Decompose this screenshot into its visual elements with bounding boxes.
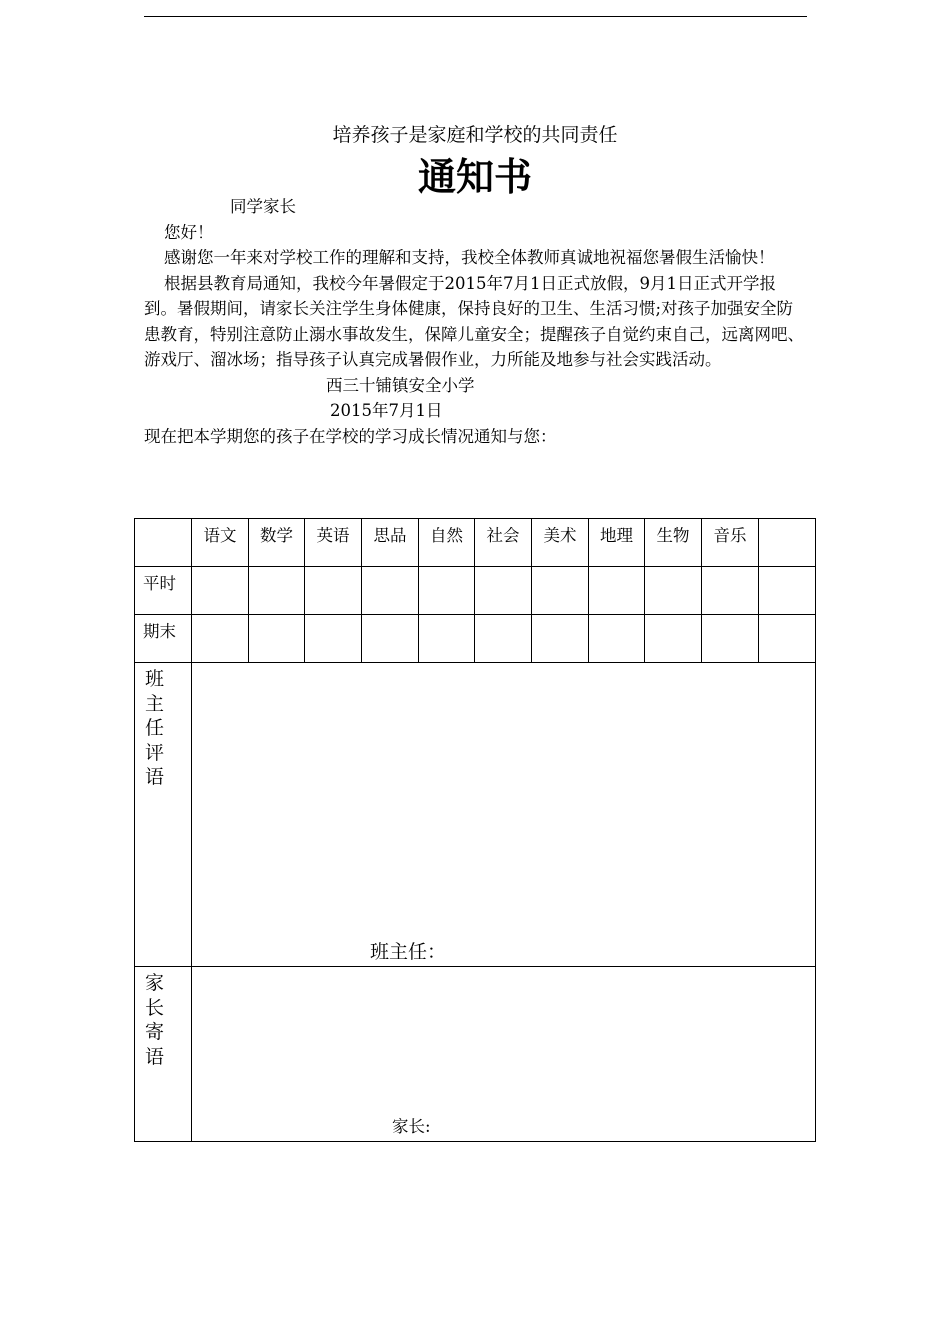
grade-cell[interactable] <box>702 567 759 615</box>
teacher-comment-row <box>135 663 816 967</box>
subject-header: 语文 <box>192 519 249 567</box>
header-rule <box>144 16 807 17</box>
paragraph-thanks: 感谢您一年来对学校工作的理解和支持，我校全体教师真诚地祝福您暑假生活愉快！ <box>164 248 775 267</box>
grade-cell[interactable] <box>249 615 305 663</box>
grade-cell[interactable] <box>419 615 475 663</box>
teacher-signature-label: 班主任： <box>370 941 447 963</box>
grade-cell[interactable] <box>532 567 589 615</box>
subject-header: 社会 <box>475 519 532 567</box>
grade-cell[interactable] <box>645 567 702 615</box>
report-intro: 现在把本学期您的孩子在学校的学习成长情况通知与您： <box>144 426 557 446</box>
parent-message-row <box>135 967 816 1142</box>
row-label-final: 期末 <box>135 615 192 663</box>
grade-cell[interactable] <box>362 567 419 615</box>
empty-header <box>759 519 816 567</box>
grade-cell[interactable] <box>305 567 362 615</box>
subject-header: 英语 <box>305 519 362 567</box>
teacher-comment-area[interactable] <box>192 663 816 967</box>
grade-cell[interactable] <box>759 615 816 663</box>
parent-message-area[interactable] <box>192 967 816 1142</box>
school-name: 西三十铺镇安全小学 <box>326 375 475 395</box>
document-subtitle: 培养孩子是家庭和学校的共同责任 <box>332 124 618 146</box>
grade-cell[interactable] <box>475 615 532 663</box>
grade-cell[interactable] <box>532 615 589 663</box>
table-row <box>135 567 816 615</box>
grade-cell[interactable] <box>702 615 759 663</box>
grade-cell[interactable] <box>419 567 475 615</box>
grade-cell[interactable] <box>589 615 645 663</box>
parent-message-label: 家长寄语 <box>135 967 192 1142</box>
grade-cell[interactable] <box>192 615 249 663</box>
addressee: 同学家长 <box>230 197 296 216</box>
parent-signature-label: 家长: <box>392 1117 431 1136</box>
grade-cell[interactable] <box>589 567 645 615</box>
grade-cell[interactable] <box>249 567 305 615</box>
grade-cell[interactable] <box>645 615 702 663</box>
letter-date: 2015年7月1日 <box>330 401 443 420</box>
salutation: 您好！ <box>164 222 214 242</box>
teacher-comment-label: 班主任评语 <box>135 663 192 967</box>
subject-header: 思品 <box>362 519 419 567</box>
corner-cell <box>135 519 192 567</box>
grade-cell[interactable] <box>475 567 532 615</box>
row-label-daily: 平时 <box>135 567 192 615</box>
grade-cell[interactable] <box>305 615 362 663</box>
table-row <box>135 615 816 663</box>
subject-header-row <box>135 519 816 567</box>
letter-body <box>144 194 807 449</box>
subject-header: 美术 <box>532 519 589 567</box>
grade-cell[interactable] <box>362 615 419 663</box>
subject-header: 音乐 <box>702 519 759 567</box>
grade-cell[interactable] <box>192 567 249 615</box>
subject-header: 地理 <box>589 519 645 567</box>
paragraph-notice: 根据县教育局通知，我校今年暑假定于2015年7月1日正式放假，9月1日正式开学报到。暑假期间，请家长关注学生身体健康，保持良好的卫生、生活习惯;对孩子加强安全防患教育，特别注意防止溺水事故发生，保障儿童安全；提醒孩子自觉约束自己，远离网吧、游戏厅、溜冰场；指导孩子认真完成暑假作业，力所能及地参与社会实践活动。 <box>144 273 804 369</box>
document-title: 通知书 <box>417 155 532 199</box>
grade-table <box>134 518 816 1142</box>
grade-cell[interactable] <box>759 567 816 615</box>
subject-header: 数学 <box>249 519 305 567</box>
subject-header: 生物 <box>645 519 702 567</box>
subject-header: 自然 <box>419 519 475 567</box>
